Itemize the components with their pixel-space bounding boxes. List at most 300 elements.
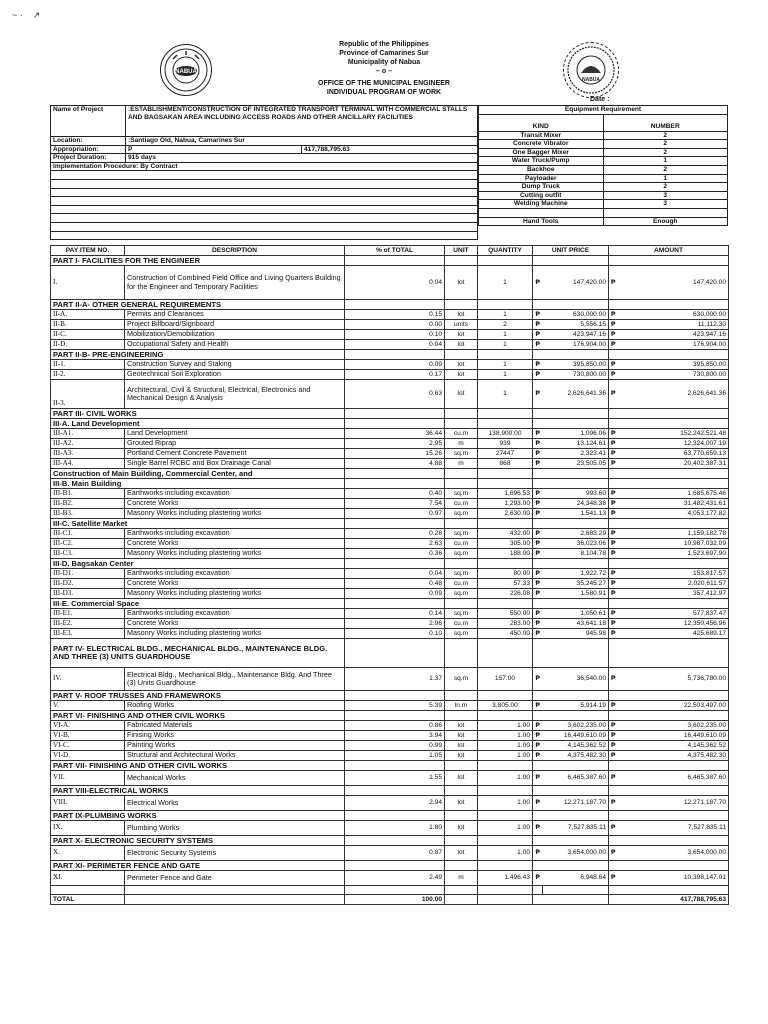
currency-sign: ₱ bbox=[533, 266, 543, 300]
item-unit: sq.m bbox=[445, 529, 478, 539]
section-title: PART V- ROOF TRUSSES AND FRAMEWROKS bbox=[51, 691, 345, 701]
currency-sign: ₱ bbox=[611, 774, 616, 782]
section-header-row bbox=[51, 256, 729, 266]
table-body bbox=[51, 256, 729, 905]
item-amount bbox=[609, 846, 729, 861]
blank-cell bbox=[478, 691, 533, 701]
pay-item-no: V. bbox=[51, 701, 125, 711]
blank-cell bbox=[543, 479, 609, 489]
blank-cell bbox=[445, 300, 478, 310]
item-amount bbox=[609, 340, 729, 350]
item-quantity: 1.00 bbox=[478, 721, 533, 731]
blank-cell bbox=[345, 786, 445, 796]
blank-cell bbox=[543, 519, 609, 529]
blank-cell bbox=[543, 419, 609, 429]
blank-cell bbox=[543, 786, 609, 796]
blank-cell bbox=[609, 639, 729, 668]
unit-price: 24,348.36 bbox=[543, 499, 609, 509]
amount-value: 12,350,456.96 bbox=[683, 619, 726, 627]
blank-cell bbox=[543, 559, 609, 569]
currency-sign: ₱ bbox=[611, 360, 616, 368]
equipment-number: 2 bbox=[603, 165, 728, 174]
item-description: Painting Works bbox=[125, 741, 345, 751]
item-unit: lot bbox=[445, 846, 478, 861]
blank-cell bbox=[609, 409, 729, 419]
percent-of-total: 1.80 bbox=[345, 821, 445, 836]
item-quantity: 1,696.53 bbox=[478, 489, 533, 499]
blank-cell bbox=[51, 222, 478, 231]
percent-of-total: 4.88 bbox=[345, 459, 445, 469]
blank-cell bbox=[478, 479, 533, 489]
table-row bbox=[51, 310, 729, 320]
item-quantity: 1.00 bbox=[478, 796, 533, 811]
item-quantity: 305.00 bbox=[478, 539, 533, 549]
currency-sign: ₱ bbox=[611, 489, 616, 497]
item-unit: sq.m bbox=[445, 609, 478, 619]
blank-cell bbox=[533, 519, 543, 529]
pay-item-no: II-B. bbox=[51, 320, 125, 330]
percent-of-total: 0.86 bbox=[345, 721, 445, 731]
document-header bbox=[0, 40, 768, 97]
item-unit: units bbox=[445, 320, 478, 330]
item-description: Concrete Works bbox=[125, 579, 345, 589]
percent-of-total: 2.95 bbox=[345, 439, 445, 449]
nabua-seal-left bbox=[160, 44, 212, 96]
duration-label: Project Duration: bbox=[51, 154, 126, 163]
item-amount bbox=[609, 499, 729, 509]
blank-cell bbox=[345, 761, 445, 771]
amount-value: 4,145,362.52 bbox=[687, 741, 726, 749]
blank-cell bbox=[533, 479, 543, 489]
blank-cell bbox=[609, 419, 729, 429]
unit-price: 2,323.41 bbox=[543, 449, 609, 459]
blank-cell bbox=[543, 761, 609, 771]
amount-value: 395,850.00 bbox=[692, 360, 726, 368]
blank-cell bbox=[445, 691, 478, 701]
equipment-spacer-row bbox=[479, 208, 728, 217]
currency-sign: ₱ bbox=[533, 721, 543, 731]
unit-price: 395,850.00 bbox=[543, 360, 609, 370]
item-quantity: 1.00 bbox=[478, 846, 533, 861]
section-title: PART IX-PLUMBING WORKS bbox=[51, 811, 345, 821]
blank-row bbox=[51, 179, 478, 188]
blank-cell bbox=[478, 836, 533, 846]
currency-sign: ₱ bbox=[611, 849, 616, 857]
blank-cell bbox=[478, 886, 533, 895]
item-quantity: 226.08 bbox=[478, 589, 533, 599]
amount-value: 577,837.47 bbox=[692, 609, 726, 617]
unit-price: 36,540.00 bbox=[543, 668, 609, 691]
table-row bbox=[51, 701, 729, 711]
item-description: Project Billboard/Signboard bbox=[125, 320, 345, 330]
amount-value: 12,271,187.70 bbox=[683, 799, 726, 807]
currency-sign: ₱ bbox=[533, 701, 543, 711]
item-unit: m bbox=[445, 439, 478, 449]
item-unit: sq.m bbox=[445, 549, 478, 559]
currency-sign: ₱ bbox=[611, 751, 616, 759]
item-amount bbox=[609, 266, 729, 300]
item-quantity: 157.00 bbox=[478, 668, 533, 691]
item-description: Masonry Works including plastering works bbox=[125, 549, 345, 559]
header-province: Province of Camarines Sur bbox=[339, 50, 429, 57]
item-quantity: 1 bbox=[478, 380, 533, 409]
item-unit: lot bbox=[445, 370, 478, 380]
item-amount bbox=[609, 449, 729, 459]
pay-item-no: III-D1. bbox=[51, 569, 125, 579]
item-description: Finising Works bbox=[125, 731, 345, 741]
percent-of-total: 0.63 bbox=[345, 380, 445, 409]
item-description: Occupational Safety and Health bbox=[125, 340, 345, 350]
item-description: Concrete Works bbox=[125, 499, 345, 509]
blank-cell bbox=[51, 179, 478, 188]
unit-price: 1,541.13 bbox=[543, 509, 609, 519]
equipment-row bbox=[479, 148, 728, 157]
equipment-number: 2 bbox=[603, 131, 728, 140]
unit-price: 147,420.00 bbox=[543, 266, 609, 300]
percent-of-total: 0.40 bbox=[345, 489, 445, 499]
equipment-number: 3 bbox=[603, 200, 728, 209]
unit-price: 35,245.27 bbox=[543, 579, 609, 589]
currency-sign: ₱ bbox=[611, 701, 616, 709]
amount-value: 3,654,000.00 bbox=[687, 849, 726, 857]
amount-value: 630,000.00 bbox=[692, 310, 726, 318]
item-description: Masonry Works including plastering works bbox=[125, 589, 345, 599]
item-unit: lot bbox=[445, 330, 478, 340]
kind-header: KIND bbox=[479, 114, 604, 131]
pay-item-no: IV. bbox=[51, 668, 125, 691]
amount-value: 63,770,659.13 bbox=[683, 449, 726, 457]
currency-sign: ₱ bbox=[533, 589, 543, 599]
blank-cell bbox=[445, 599, 478, 609]
header-republic: Republic of the Philippines bbox=[339, 41, 429, 48]
unit-price: 2,626,641.36 bbox=[543, 380, 609, 409]
blank-row bbox=[51, 222, 478, 231]
unit-price: 36,023.06 bbox=[543, 539, 609, 549]
pay-item-no: II-A. bbox=[51, 310, 125, 320]
currency-sign: ₱ bbox=[533, 619, 543, 629]
unit-price: 2,683.29 bbox=[543, 529, 609, 539]
total-label: TOTAL bbox=[51, 895, 125, 905]
equipment-number: 1 bbox=[603, 174, 728, 183]
item-unit: lot bbox=[445, 310, 478, 320]
item-description: Permits and Clearances bbox=[125, 310, 345, 320]
item-description: Geotechnical Soil Exploration bbox=[125, 370, 345, 380]
item-amount bbox=[609, 579, 729, 589]
blank-cell bbox=[533, 861, 543, 871]
blank-cell bbox=[345, 691, 445, 701]
blank-cell bbox=[609, 599, 729, 609]
percent-of-total: 0.14 bbox=[345, 609, 445, 619]
blank-cell bbox=[533, 409, 543, 419]
amount-value: 3,602,235.00 bbox=[687, 721, 726, 729]
table-row bbox=[51, 589, 729, 599]
section-title: PART IV- ELECTRICAL BLDG., MECHANICAL BLDG., MAINTENANCE BLDG. AND THREE (3) UNITS GUARDHOUSE bbox=[51, 639, 345, 668]
table-row bbox=[51, 529, 729, 539]
table-row bbox=[51, 579, 729, 589]
section-title: III-A. Land Development bbox=[51, 419, 345, 429]
currency-sign: ₱ bbox=[611, 539, 616, 547]
section-title: PART II-A- OTHER GENERAL REQUIREMENTS bbox=[51, 300, 345, 310]
currency-sign: ₱ bbox=[533, 609, 543, 619]
item-unit: m bbox=[445, 459, 478, 469]
currency-sign: ₱ bbox=[611, 549, 616, 557]
section-header-row bbox=[51, 639, 729, 668]
item-amount bbox=[609, 429, 729, 439]
item-amount bbox=[609, 741, 729, 751]
blank-cell bbox=[125, 895, 345, 905]
percent-of-total: 0.00 bbox=[345, 320, 445, 330]
blank-cell bbox=[533, 711, 543, 721]
seal-left-emblem bbox=[163, 47, 209, 93]
amount-value: 10,398,147.01 bbox=[683, 874, 726, 882]
amount-value: 22,503,497.00 bbox=[683, 701, 726, 709]
item-unit: lot bbox=[445, 821, 478, 836]
pay-item-no: III-E3. bbox=[51, 629, 125, 639]
percent-of-total: 0.36 bbox=[345, 549, 445, 559]
blank-cell bbox=[345, 419, 445, 429]
currency-sign: ₱ bbox=[533, 579, 543, 589]
percent-of-total: 2.96 bbox=[345, 619, 445, 629]
currency-sign: ₱ bbox=[611, 390, 616, 398]
seal-left-text: NABUA bbox=[175, 69, 197, 75]
item-quantity: 1 bbox=[478, 330, 533, 340]
blank-cell bbox=[533, 836, 543, 846]
blank-cell bbox=[603, 208, 728, 217]
equipment-kind: Transit Mixer bbox=[479, 131, 604, 140]
table-row bbox=[51, 449, 729, 459]
pay-item-no: VII. bbox=[51, 771, 125, 786]
currency-sign: ₱ bbox=[611, 509, 616, 517]
pay-item-no: VI-D. bbox=[51, 751, 125, 761]
header-office: OFFICE OF THE MUNICIPAL ENGINEER bbox=[318, 80, 450, 87]
blank-cell bbox=[478, 300, 533, 310]
currency-sign: ₱ bbox=[611, 370, 616, 378]
section-header-row bbox=[51, 300, 729, 310]
percent-of-total: 2.49 bbox=[345, 871, 445, 886]
item-unit: sq.m bbox=[445, 449, 478, 459]
appropriation-value: 417,788,795.63 bbox=[302, 145, 478, 154]
blank-cell bbox=[479, 208, 604, 217]
item-amount bbox=[609, 569, 729, 579]
equipment-kind: Concrete Vibrator bbox=[479, 140, 604, 149]
table-row bbox=[51, 619, 729, 629]
item-unit: lot bbox=[445, 796, 478, 811]
currency-sign: ₱ bbox=[611, 675, 616, 683]
currency-sign: ₱ bbox=[533, 569, 543, 579]
item-amount bbox=[609, 539, 729, 549]
item-amount bbox=[609, 701, 729, 711]
item-amount bbox=[609, 330, 729, 340]
equipment-row bbox=[479, 183, 728, 192]
blank-cell bbox=[478, 761, 533, 771]
item-quantity: 1.00 bbox=[478, 771, 533, 786]
blank-cell bbox=[533, 350, 543, 360]
item-description: Architectural, Civil & Structural, Electrical, Electronics and Mechanical Design & Analysis bbox=[125, 380, 345, 409]
blank-cell bbox=[345, 519, 445, 529]
table-row bbox=[51, 549, 729, 559]
blank-cell bbox=[345, 559, 445, 569]
blank-cell bbox=[543, 350, 609, 360]
blank-cell bbox=[478, 409, 533, 419]
unit-price: 3,654,000.00 bbox=[543, 846, 609, 861]
percent-of-total: 2.63 bbox=[345, 539, 445, 549]
table-row bbox=[51, 796, 729, 811]
table-row bbox=[51, 721, 729, 731]
table-header-row bbox=[51, 246, 729, 256]
blank-cell bbox=[445, 419, 478, 429]
percent-of-total: 0.09 bbox=[345, 589, 445, 599]
table-row bbox=[51, 821, 729, 836]
percent-of-total: 3.94 bbox=[345, 731, 445, 741]
amount-value: 4,375,482.30 bbox=[687, 751, 726, 759]
item-quantity: 1.00 bbox=[478, 731, 533, 741]
blank-cell bbox=[345, 350, 445, 360]
percent-of-total: 1.55 bbox=[345, 771, 445, 786]
amount-value: 31,482,431.61 bbox=[683, 499, 726, 507]
header-unit-price: UNIT PRICE bbox=[533, 246, 609, 256]
currency-sign: ₱ bbox=[611, 429, 616, 437]
pay-item-no: III-D2. bbox=[51, 579, 125, 589]
appropriation-label: Appropriation: bbox=[51, 145, 126, 154]
blank-cell bbox=[533, 599, 543, 609]
percent-of-total: 5.39 bbox=[345, 701, 445, 711]
blank-cell bbox=[543, 691, 609, 701]
item-description: Plumbing Works bbox=[125, 821, 345, 836]
item-quantity: 939 bbox=[478, 439, 533, 449]
item-quantity: 283.00 bbox=[478, 619, 533, 629]
percent-of-total: 0.04 bbox=[345, 340, 445, 350]
section-title: PART XI- PERIMETER FENCE AND GATE bbox=[51, 861, 345, 871]
blank-cell bbox=[445, 861, 478, 871]
section-header-row bbox=[51, 691, 729, 701]
item-quantity: 2 bbox=[478, 320, 533, 330]
item-amount bbox=[609, 529, 729, 539]
unit-price: 4,375,482.30 bbox=[543, 751, 609, 761]
table-row bbox=[51, 266, 729, 300]
pay-item-no: III-D3. bbox=[51, 589, 125, 599]
table-row bbox=[51, 429, 729, 439]
blank-cell bbox=[533, 559, 543, 569]
blank-cell bbox=[345, 479, 445, 489]
blank-cell bbox=[609, 350, 729, 360]
blank-cell bbox=[533, 895, 543, 905]
section-header-row bbox=[51, 419, 729, 429]
blank-cell bbox=[533, 691, 543, 701]
section-header-row bbox=[51, 836, 729, 846]
equipment-kind: Water Truck/Pump bbox=[479, 157, 604, 166]
item-amount bbox=[609, 629, 729, 639]
blank-cell bbox=[445, 886, 478, 895]
equipment-kind: Cutting outfit bbox=[479, 191, 604, 200]
currency-sign: ₱ bbox=[533, 529, 543, 539]
item-quantity: 450.00 bbox=[478, 629, 533, 639]
blank-cell bbox=[609, 836, 729, 846]
pay-item-no: VIII. bbox=[51, 796, 125, 811]
header-percent: % of TOTAL bbox=[345, 246, 445, 256]
item-amount bbox=[609, 360, 729, 370]
unit-price: 8,104.78 bbox=[543, 549, 609, 559]
blank-cell bbox=[478, 711, 533, 721]
item-unit: sq.m bbox=[445, 569, 478, 579]
item-unit: lot bbox=[445, 266, 478, 300]
table-row bbox=[51, 459, 729, 469]
item-unit: lot bbox=[445, 731, 478, 741]
pay-item-no: VI-C. bbox=[51, 741, 125, 751]
section-header-row bbox=[51, 469, 729, 479]
table-row bbox=[51, 569, 729, 579]
item-description: Construction Survey and Staking bbox=[125, 360, 345, 370]
equipment-row bbox=[479, 191, 728, 200]
currency-sign: ₱ bbox=[611, 278, 616, 286]
program-of-work-table bbox=[50, 245, 729, 905]
blank-cell bbox=[445, 811, 478, 821]
blank-cell bbox=[609, 559, 729, 569]
item-description: Perimeter Fence and Gate bbox=[125, 871, 345, 886]
item-quantity: 27447 bbox=[478, 449, 533, 459]
blank-cell bbox=[51, 188, 478, 197]
item-amount bbox=[609, 821, 729, 836]
blank-cell bbox=[533, 300, 543, 310]
procedure-label: Implementation Procedure: By Contract bbox=[51, 162, 478, 171]
blank-cell bbox=[478, 519, 533, 529]
blank-cell bbox=[543, 836, 609, 846]
unit-price: 4,145,362.52 bbox=[543, 741, 609, 751]
section-title: III-B. Main Building bbox=[51, 479, 345, 489]
pay-item-no: III-E1. bbox=[51, 609, 125, 619]
unit-price: 16,449,610.09 bbox=[543, 731, 609, 741]
equipment-row bbox=[479, 165, 728, 174]
blank-cell bbox=[445, 559, 478, 569]
pay-item-no: X. bbox=[51, 846, 125, 861]
amount-value: 425,689.17 bbox=[692, 629, 726, 637]
item-unit: lot bbox=[445, 380, 478, 409]
pay-item-no: II-D. bbox=[51, 340, 125, 350]
table-row bbox=[51, 380, 729, 409]
duration-value: 915 days bbox=[126, 154, 478, 163]
item-unit: lot bbox=[445, 340, 478, 350]
procedure-row bbox=[51, 162, 478, 171]
currency-sign: ₱ bbox=[611, 340, 616, 348]
amount-value: 357,412.97 bbox=[692, 589, 726, 597]
blank-cell bbox=[478, 599, 533, 609]
hand-tools-label: Hand Tools bbox=[479, 217, 604, 226]
percent-of-total: 1.37 bbox=[345, 668, 445, 691]
currency-sign: ₱ bbox=[533, 796, 543, 811]
item-description: Fabricated Materials bbox=[125, 721, 345, 731]
percent-of-total: 0.10 bbox=[345, 330, 445, 340]
header-amount: AMOUNT bbox=[609, 246, 729, 256]
blank-cell bbox=[533, 761, 543, 771]
blank-cell bbox=[543, 256, 609, 266]
currency-sign: ₱ bbox=[533, 489, 543, 499]
equipment-title-row bbox=[479, 106, 728, 115]
percent-of-total: 0.09 bbox=[345, 360, 445, 370]
currency-sign: ₱ bbox=[533, 549, 543, 559]
percent-of-total: 0.99 bbox=[345, 741, 445, 751]
item-quantity: 1 bbox=[478, 310, 533, 320]
currency-sign: ₱ bbox=[611, 609, 616, 617]
section-header-row bbox=[51, 861, 729, 871]
item-description: Earthworks including excavation bbox=[125, 609, 345, 619]
section-title: PART VIII-ELECTRICAL WORKS bbox=[51, 786, 345, 796]
pay-item-no: III-B2. bbox=[51, 499, 125, 509]
blank-cell bbox=[478, 419, 533, 429]
equipment-kind: One Bagger Mixer bbox=[479, 148, 604, 157]
currency-sign: ₱ bbox=[611, 320, 616, 328]
blank-cell bbox=[543, 409, 609, 419]
item-amount bbox=[609, 370, 729, 380]
blank-cell bbox=[478, 639, 533, 668]
